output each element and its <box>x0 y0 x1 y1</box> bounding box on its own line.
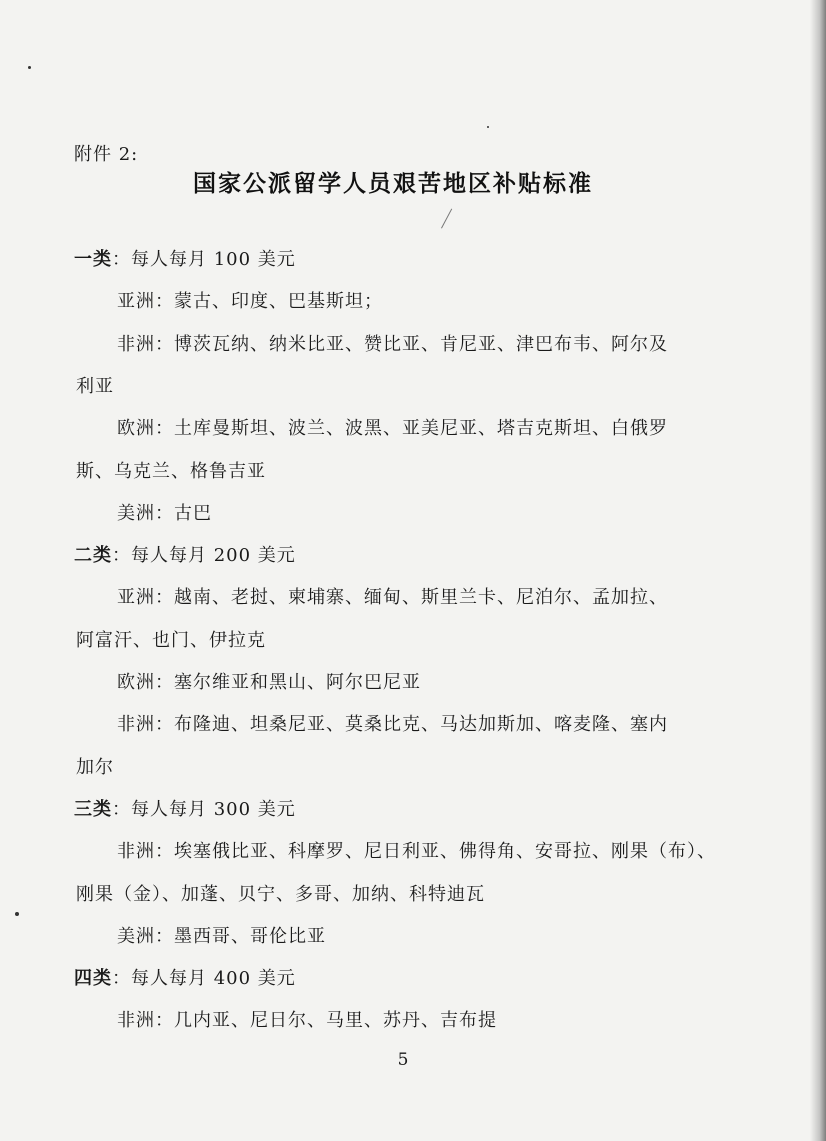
scan-edge-shadow <box>810 0 826 1141</box>
category-heading <box>74 964 296 990</box>
region-line: 美洲：古巴 <box>117 502 212 524</box>
region-line-continuation: 加尔 <box>76 756 114 778</box>
category-label: 二类 <box>74 545 112 567</box>
attachment-label: 附件 2: <box>74 144 139 165</box>
region-line-continuation: 刚果（金）、加蓬、贝宁、多哥、加纳、科特迪瓦 <box>76 883 485 905</box>
region-line: 非洲：埃塞俄比亚、科摩罗、尼日利亚、佛得角、安哥拉、刚果（布）、 <box>117 841 716 863</box>
region-line: 美洲：墨西哥、哥伦比亚 <box>117 925 326 947</box>
category-label: 四类 <box>74 968 112 990</box>
scan-speck <box>487 126 489 128</box>
document-title: 国家公派留学人员艰苦地区补贴标准 <box>193 171 593 197</box>
category-amount: ：每人每月 300 美元 <box>112 798 296 820</box>
scan-mark <box>441 209 452 229</box>
region-line: 非洲：布隆迪、坦桑尼亚、莫桑比克、马达加斯加、喀麦隆、塞内 <box>117 714 668 736</box>
region-line-continuation: 利亚 <box>76 375 114 397</box>
region-line: 非洲：几内亚、尼日尔、马里、苏丹、吉布提 <box>117 1010 497 1032</box>
region-line: 非洲：博茨瓦纳、纳米比亚、赞比亚、肯尼亚、津巴布韦、阿尔及 <box>117 333 668 355</box>
category-label: 一类 <box>74 249 112 270</box>
region-line-continuation: 阿富汗、也门、伊拉克 <box>76 629 266 651</box>
category-heading <box>74 795 296 821</box>
category-heading <box>74 541 296 567</box>
category-amount: ：每人每月 100 美元 <box>112 249 296 270</box>
scan-speck <box>28 66 31 69</box>
region-line: 欧洲：土库曼斯坦、波兰、波黑、亚美尼亚、塔吉克斯坦、白俄罗 <box>117 418 668 440</box>
region-line-continuation: 斯、乌克兰、格鲁吉亚 <box>76 460 266 482</box>
region-line: 欧洲：塞尔维亚和黑山、阿尔巴尼亚 <box>117 672 421 693</box>
category-heading <box>74 245 296 271</box>
scan-speck <box>15 912 19 916</box>
page-number: 5 <box>397 1050 409 1070</box>
category-amount: ：每人每月 200 美元 <box>112 545 296 567</box>
region-line: 亚洲：蒙古、印度、巴基斯坦； <box>117 291 383 313</box>
category-amount: ：每人每月 400 美元 <box>112 968 296 990</box>
category-label: 三类 <box>74 798 112 820</box>
region-line: 亚洲：越南、老挝、柬埔寨、缅甸、斯里兰卡、尼泊尔、孟加拉、 <box>117 587 668 609</box>
